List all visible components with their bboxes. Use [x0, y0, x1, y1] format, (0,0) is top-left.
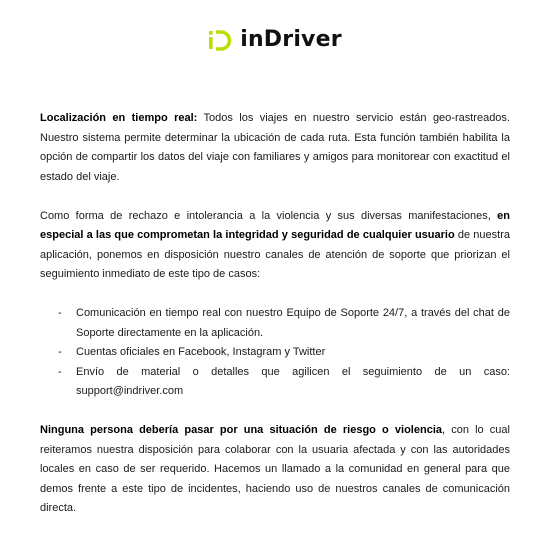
brand-name: inDriver: [240, 27, 342, 52]
list-item: [58, 304, 510, 343]
paragraph-violence: [40, 207, 510, 285]
paragraph-violence-text-end: de nuestra aplicación, ponemos en disposición nuestro canales de atención de soporte que priorizan el seguimiento inmediato de este tipo de casos:: [40, 229, 510, 280]
list-dash: -: [58, 365, 62, 378]
list-item-text: Cuentas oficiales en Facebook, Instagram y Twitter: [76, 346, 326, 358]
indriver-logo-icon: [208, 29, 234, 51]
paragraph-tracking-heading: Localización en tiempo real:: [40, 112, 198, 124]
list-dash: -: [58, 346, 62, 358]
list-item: [58, 363, 510, 402]
paragraph-violence-text-start: Como forma de rechazo e intolerancia a la violencia y sus diversas manifestaciones,: [40, 209, 498, 222]
paragraph-no-risk: [40, 421, 510, 519]
list-item-text: Comunicación en tiempo real con nuestro Equipo de Soporte 24/7, a través del chat de Soporte directamente en la aplicación.: [76, 307, 510, 339]
paragraph-no-risk-text: , con lo cual reiteramos nuestra disposición para colaborar con la usuaria afectada y con las autoridades locales en caso de ser requerido. Hacemos un llamado a la comunidad en general para que demos frente a este tipo de incidentes, haciendo uso de nuestros canales de comunicación directa.: [40, 424, 510, 514]
paragraph-violence-emphasis: en especial a las que comprometan la integridad y seguridad de cualquier usuario: [40, 209, 510, 241]
paragraph-tracking-text: Todos los viajes en nuestro servicio están geo-rastreados. Nuestro sistema permite determinar la ubicación de cada ruta. Esta función también habilita la opción de compartir los datos del viaje con familiares y amigos para monitorear con exactitud el estado del viaje.: [40, 112, 510, 183]
list-item: [58, 343, 510, 363]
support-channels-list: [40, 304, 510, 402]
paragraph-no-risk-heading: Ninguna persona debería pasar por una situación de riesgo o violencia: [40, 424, 442, 436]
paragraph-tracking: [40, 109, 510, 187]
brand-logo: [0, 29, 550, 51]
list-dash: -: [58, 307, 62, 319]
document-body: [40, 109, 510, 538]
list-item-text: Envío de material o detalles que agilicen el seguimiento de un caso: support@indriver.com: [76, 365, 510, 397]
